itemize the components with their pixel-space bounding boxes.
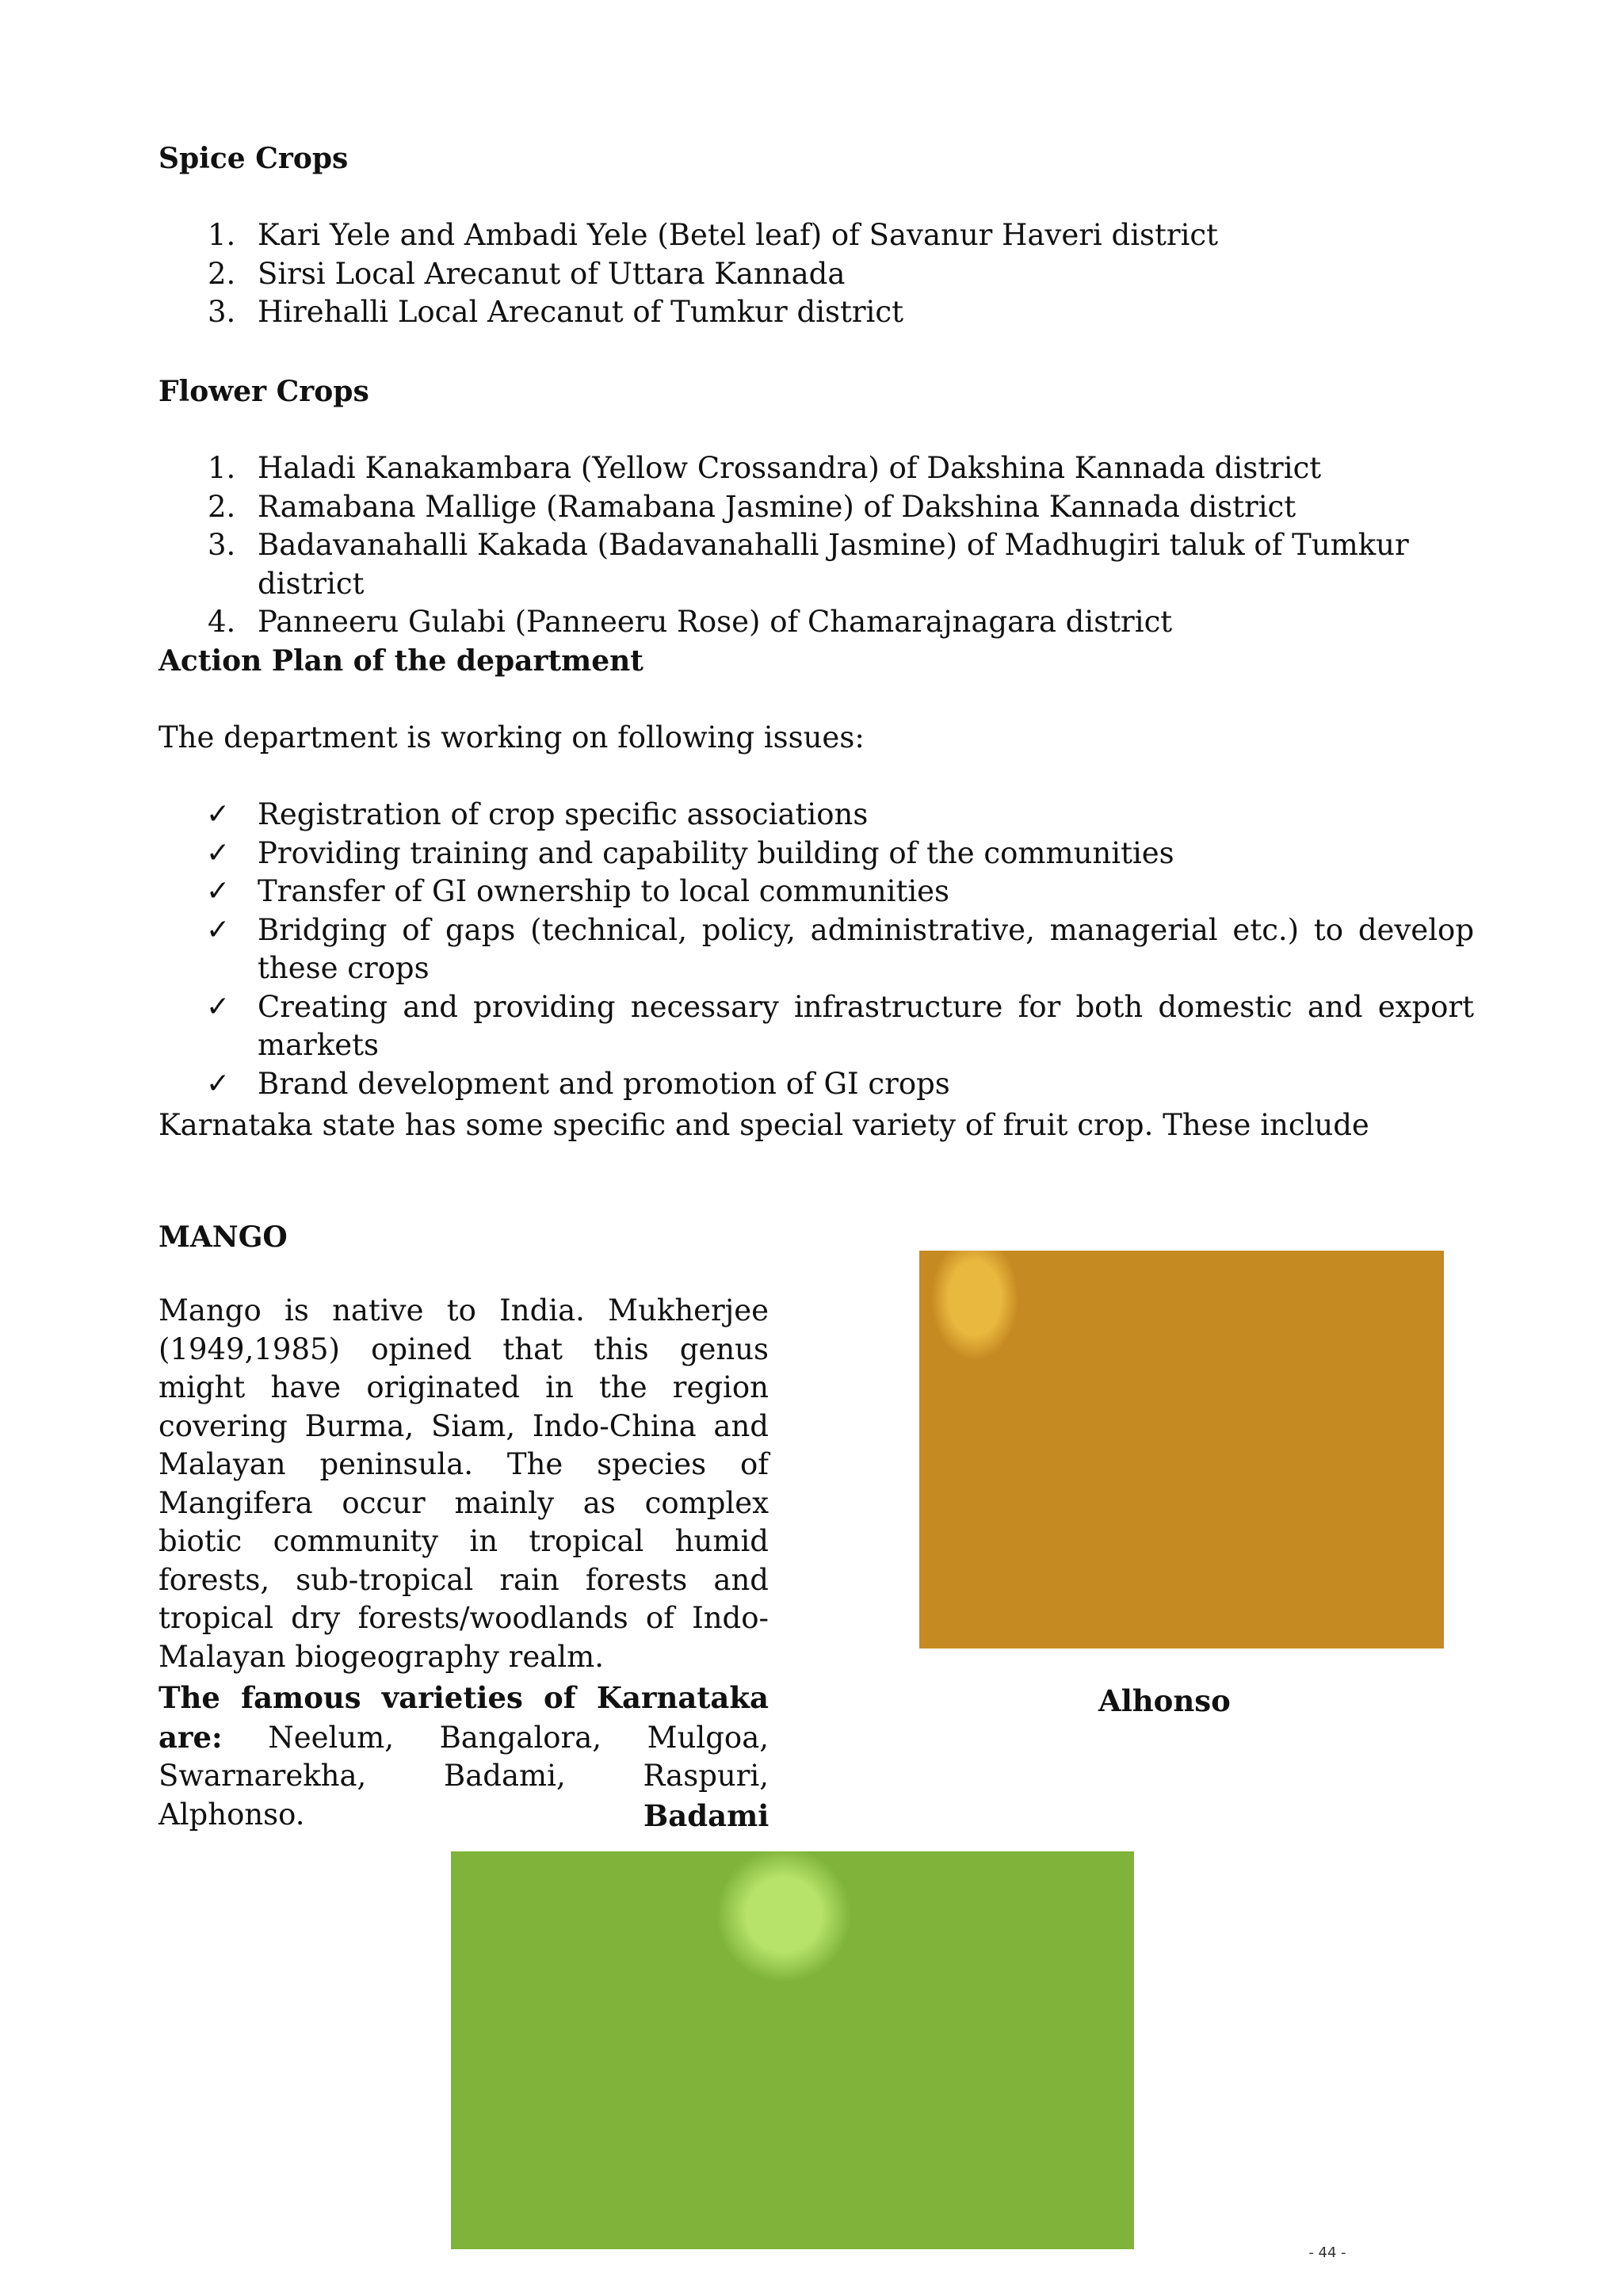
list-number: 1. [208,218,236,252]
varieties-lead: The famous varieties of Karnataka are: [158,1680,769,1755]
flower-crops-list [158,449,1474,642]
flower-crop-item [158,449,1474,488]
list-item-text: Ramabana Mallige (Ramabana Jasmine) of Dakshina Kannada district [258,489,1296,524]
action-plan-item [158,873,1474,911]
action-plan-intro: The department is working on following issues: [158,720,865,755]
alhonso-caption: Alhonso [1098,1683,1231,1718]
list-item-text: Haladi Kanakambara (Yellow Crossandra) of Dakshina Kannada district [258,451,1322,485]
action-plan-heading: Action Plan of the department [158,644,643,678]
flower-crops-heading: Flower Crops [158,375,369,408]
list-number: 4. [208,605,236,639]
action-plan-item-text: Registration of crop specific associations [258,797,869,831]
list-number: 2. [208,489,236,524]
badami-caption: Badami [643,1798,769,1833]
spice-crop-item [158,293,1474,332]
checkmark-icon: ✓ [206,798,231,831]
action-plan-item-text: Providing training and capability building of the communities [258,835,1174,870]
action-plan-item-text: Brand development and promotion of GI crops [258,1066,950,1101]
page-number: - 44 - [1308,2244,1346,2261]
action-plan-item-text: Bridging of gaps (technical, policy, administrative, managerial etc.) to develop these crops [258,912,1474,985]
action-plan-item [158,988,1474,1065]
flower-crop-item [158,488,1474,527]
list-number: 3. [208,295,236,329]
checkmark-icon: ✓ [206,990,231,1023]
mango-description: Mango is native to India. Mukherjee (1949,1985) opined that this genus might have originated in the region covering Burma, Siam, Indo-China and Malayan peninsula. The species of Mangifera occur mainly as complex biotic community in tropical humid forests, sub-tropical rain forests and tropical dry forests/woodlands of Indo-Malayan biogeography realm. [158,1293,769,1674]
action-plan-item [158,796,1474,835]
action-plan-item [158,911,1474,988]
flower-crop-item [158,603,1474,642]
list-item-text: Sirsi Local Arecanut of Uttara Kannada [258,256,846,291]
list-number: 1. [208,451,236,485]
spice-crop-item [158,216,1474,255]
action-plan-item-text: Creating and providing necessary infrastructure for both domestic and export markets [258,989,1474,1062]
action-plan-item-text: Transfer of GI ownership to local communities [258,874,950,908]
list-item-text: Badavanahalli Kakada (Badavanahalli Jasmine) of Madhugiri taluk of Tumkur district [258,528,1409,601]
alphonso-mango-photo [919,1251,1444,1648]
action-plan-item [158,1065,1474,1104]
list-number: 3. [208,528,236,562]
checkmark-icon: ✓ [206,913,231,946]
list-number: 2. [208,256,236,291]
fruit-intro: Karnataka state has some specific and special variety of fruit crop. These include [158,1108,1369,1142]
action-plan-list [158,796,1474,1103]
checkmark-icon: ✓ [206,875,231,907]
flower-crop-item [158,526,1474,603]
mango-heading: MANGO [158,1221,288,1254]
spice-crops-heading: Spice Crops [158,142,349,175]
varieties-list: Neelum, Bangalora, Mulgoa, Swarnarekha, Badami, Raspuri, Alphonso. [158,1720,769,1832]
spice-crop-item [158,255,1474,294]
checkmark-icon: ✓ [206,836,231,869]
spice-crops-list [158,216,1474,332]
checkmark-icon: ✓ [206,1067,231,1100]
list-item-text: Panneeru Gulabi (Panneeru Rose) of Chamarajnagara district [258,605,1173,639]
list-item-text: Hirehalli Local Arecanut of Tumkur district [258,295,903,329]
badami-mango-photo [451,1851,1134,2249]
action-plan-item [158,835,1474,873]
list-item-text: Kari Yele and Ambadi Yele (Betel leaf) of Savanur Haveri district [258,218,1219,252]
